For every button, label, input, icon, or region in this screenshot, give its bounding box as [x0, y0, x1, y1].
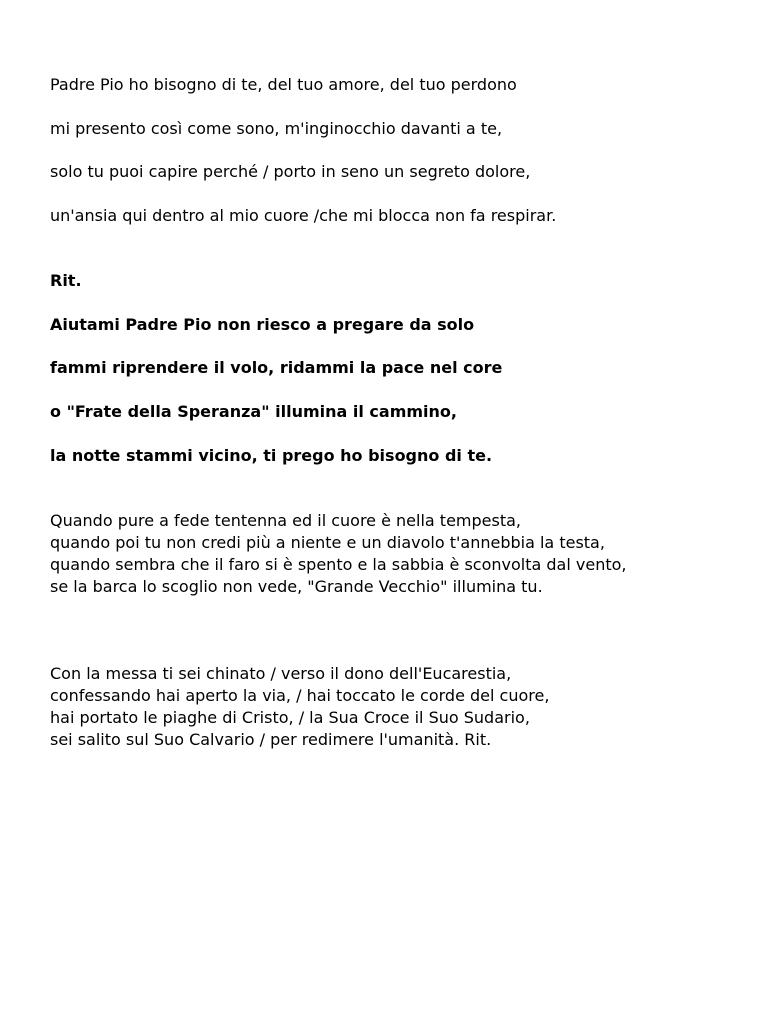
verse2-line-4: se la barca lo scoglio non vede, "Grande Vecchio" illumina tu.: [50, 577, 543, 596]
verse3-line-3: hai portato le piaghe di Cristo, / la Sua Croce il Suo Sudario,: [50, 708, 530, 727]
verse2-line-1: Quando pure a fede tentenna ed il cuore è nella tempesta,: [50, 511, 522, 530]
refrain-line-4: la notte stammi vicino, ti prego ho bisogno di te.: [50, 446, 493, 465]
refrain-line-2: fammi riprendere il volo, ridammi la pace nel core: [50, 358, 503, 377]
verse3-line-2: confessando hai aperto la via, / hai toccato le corde del cuore,: [50, 686, 550, 705]
verse1-line-1: Padre Pio ho bisogno di te, del tuo amore, del tuo perdono: [50, 75, 517, 94]
verse3-line-4: sei salito sul Suo Calvario / per redimere l'umanità. Rit.: [50, 730, 492, 749]
verse1-line-3: solo tu puoi capire perché / porto in seno un segreto dolore,: [50, 162, 531, 181]
verse2-line-3: quando sembra che il faro si è spento e la sabbia è sconvolta dal vento,: [50, 555, 627, 574]
refrain-line-1: Aiutami Padre Pio non riesco a pregare da solo: [50, 315, 475, 334]
refrain-line-3: o "Frate della Speranza" illumina il cammino,: [50, 402, 457, 421]
verse2-block: [50, 510, 626, 598]
verse1-line-2: mi presento così come sono, m'inginocchio davanti a te,: [50, 119, 503, 138]
refrain-label: Rit.: [50, 271, 82, 290]
verse2-line-2: quando poi tu non credi più a niente e un diavolo t'annebbia la testa,: [50, 533, 605, 552]
verse3-line-1: Con la messa ti sei chinato / verso il dono dell'Eucarestia,: [50, 664, 512, 683]
verse1-line-4: un'ansia qui dentro al mio cuore /che mi blocca non fa respirar.: [50, 206, 557, 225]
verse3-block: [50, 663, 549, 751]
